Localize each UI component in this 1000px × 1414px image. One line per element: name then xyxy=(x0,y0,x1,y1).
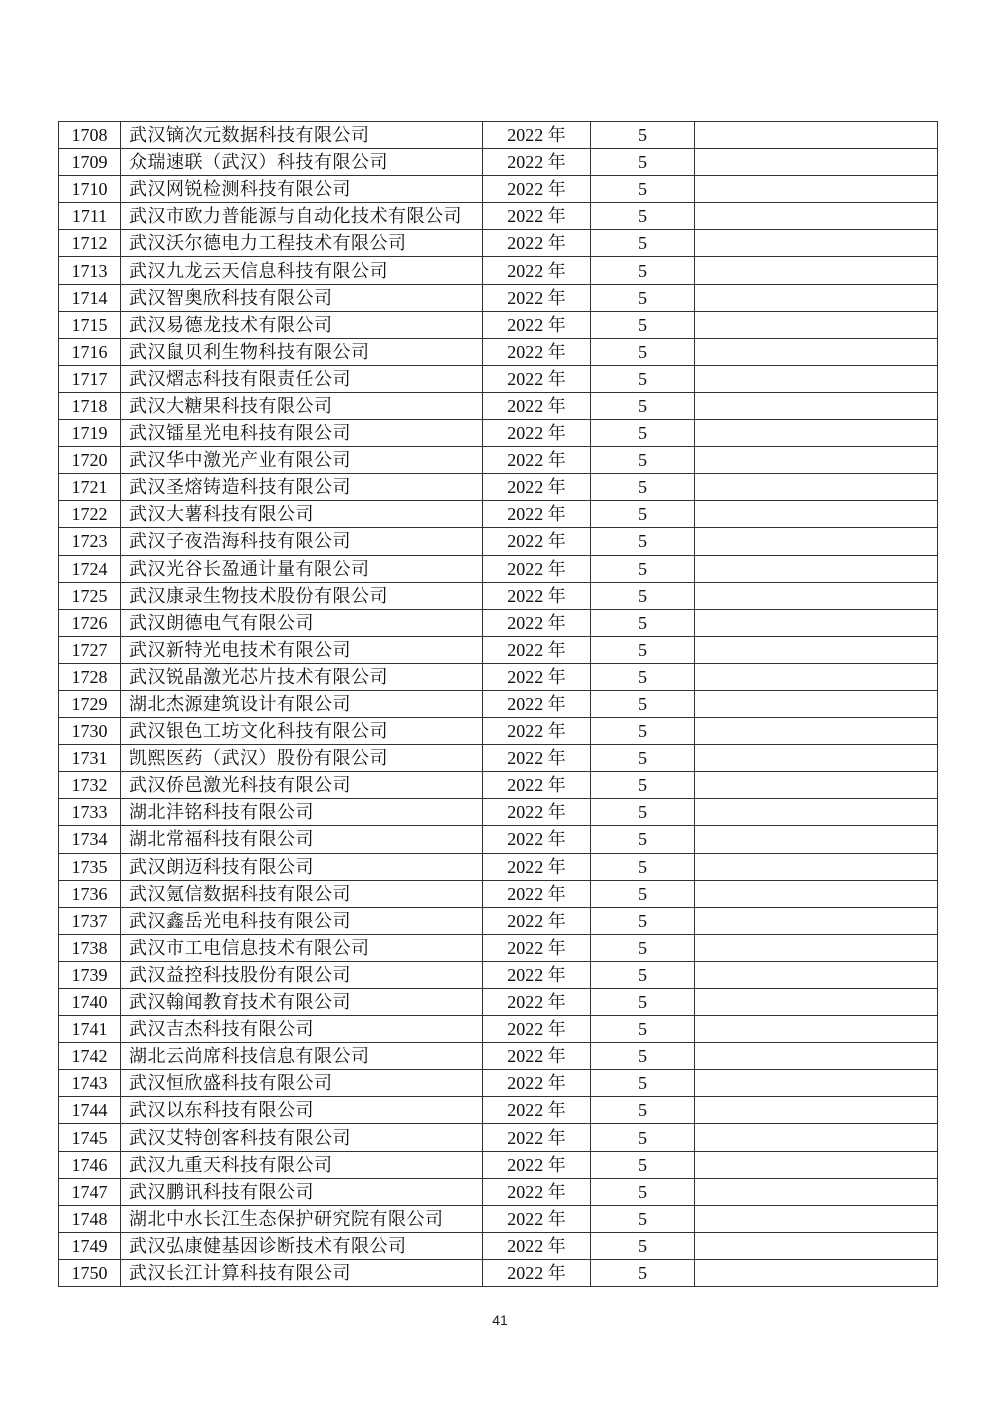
year-cell: 2022 年 xyxy=(483,582,591,609)
table-row xyxy=(59,203,938,230)
value-cell: 5 xyxy=(591,934,695,961)
value-cell: 5 xyxy=(591,1259,695,1286)
year-cell: 2022 年 xyxy=(483,203,591,230)
year-cell: 2022 年 xyxy=(483,609,591,636)
note-cell xyxy=(695,880,938,907)
row-number-cell: 1727 xyxy=(59,636,121,663)
table-row xyxy=(59,1070,938,1097)
note-cell xyxy=(695,853,938,880)
table-row xyxy=(59,745,938,772)
value-cell: 5 xyxy=(591,636,695,663)
value-cell: 5 xyxy=(591,1097,695,1124)
table-row xyxy=(59,1232,938,1259)
company-name-cell: 武汉锐晶激光芯片技术有限公司 xyxy=(121,663,483,690)
company-name-cell: 武汉艾特创客科技有限公司 xyxy=(121,1124,483,1151)
year-cell: 2022 年 xyxy=(483,1151,591,1178)
year-cell: 2022 年 xyxy=(483,1043,591,1070)
year-cell: 2022 年 xyxy=(483,474,591,501)
table-row xyxy=(59,880,938,907)
company-name-cell: 武汉鹏讯科技有限公司 xyxy=(121,1178,483,1205)
year-cell: 2022 年 xyxy=(483,1097,591,1124)
note-cell xyxy=(695,501,938,528)
company-name-cell: 武汉弘康健基因诊断技术有限公司 xyxy=(121,1232,483,1259)
row-number-cell: 1721 xyxy=(59,474,121,501)
note-cell xyxy=(695,1232,938,1259)
company-name-cell: 武汉康录生物技术股份有限公司 xyxy=(121,582,483,609)
note-cell xyxy=(695,663,938,690)
row-number-cell: 1742 xyxy=(59,1043,121,1070)
row-number-cell: 1728 xyxy=(59,663,121,690)
row-number-cell: 1711 xyxy=(59,203,121,230)
value-cell: 5 xyxy=(591,447,695,474)
table-row xyxy=(59,1205,938,1232)
note-cell xyxy=(695,826,938,853)
note-cell xyxy=(695,718,938,745)
value-cell: 5 xyxy=(591,1232,695,1259)
value-cell: 5 xyxy=(591,1151,695,1178)
value-cell: 5 xyxy=(591,284,695,311)
value-cell: 5 xyxy=(591,122,695,149)
company-list-table xyxy=(58,121,938,1287)
table-row xyxy=(59,122,938,149)
table-row xyxy=(59,392,938,419)
table-row xyxy=(59,1097,938,1124)
company-name-cell: 武汉恒欣盛科技有限公司 xyxy=(121,1070,483,1097)
company-name-cell: 武汉新特光电技术有限公司 xyxy=(121,636,483,663)
table-body xyxy=(59,122,938,1287)
note-cell xyxy=(695,961,938,988)
year-cell: 2022 年 xyxy=(483,149,591,176)
table-row xyxy=(59,1151,938,1178)
table-row xyxy=(59,718,938,745)
row-number-cell: 1747 xyxy=(59,1178,121,1205)
table-row xyxy=(59,1016,938,1043)
note-cell xyxy=(695,230,938,257)
company-name-cell: 武汉大糖果科技有限公司 xyxy=(121,392,483,419)
row-number-cell: 1722 xyxy=(59,501,121,528)
year-cell: 2022 年 xyxy=(483,745,591,772)
table-row xyxy=(59,338,938,365)
table-row xyxy=(59,257,938,284)
value-cell: 5 xyxy=(591,745,695,772)
row-number-cell: 1749 xyxy=(59,1232,121,1259)
note-cell xyxy=(695,420,938,447)
year-cell: 2022 年 xyxy=(483,420,591,447)
note-cell xyxy=(695,392,938,419)
table-row xyxy=(59,690,938,717)
table-row xyxy=(59,582,938,609)
note-cell xyxy=(695,311,938,338)
year-cell: 2022 年 xyxy=(483,501,591,528)
value-cell: 5 xyxy=(591,257,695,284)
row-number-cell: 1724 xyxy=(59,555,121,582)
value-cell: 5 xyxy=(591,555,695,582)
year-cell: 2022 年 xyxy=(483,1259,591,1286)
row-number-cell: 1733 xyxy=(59,799,121,826)
row-number-cell: 1741 xyxy=(59,1016,121,1043)
table-row xyxy=(59,176,938,203)
company-name-cell: 武汉市欧力普能源与自动化技术有限公司 xyxy=(121,203,483,230)
company-name-cell: 湖北沣铭科技有限公司 xyxy=(121,799,483,826)
company-name-cell: 武汉侨邑激光科技有限公司 xyxy=(121,772,483,799)
page-number: 41 xyxy=(492,1312,508,1328)
company-name-cell: 武汉长江计算科技有限公司 xyxy=(121,1259,483,1286)
note-cell xyxy=(695,1259,938,1286)
note-cell xyxy=(695,609,938,636)
note-cell xyxy=(695,907,938,934)
year-cell: 2022 年 xyxy=(483,555,591,582)
note-cell xyxy=(695,1043,938,1070)
table-row xyxy=(59,555,938,582)
year-cell: 2022 年 xyxy=(483,934,591,961)
value-cell: 5 xyxy=(591,826,695,853)
year-cell: 2022 年 xyxy=(483,826,591,853)
row-number-cell: 1738 xyxy=(59,934,121,961)
note-cell xyxy=(695,934,938,961)
note-cell xyxy=(695,176,938,203)
table-row xyxy=(59,934,938,961)
row-number-cell: 1731 xyxy=(59,745,121,772)
company-name-cell: 武汉朗德电气有限公司 xyxy=(121,609,483,636)
row-number-cell: 1748 xyxy=(59,1205,121,1232)
company-name-cell: 武汉华中激光产业有限公司 xyxy=(121,447,483,474)
value-cell: 5 xyxy=(591,582,695,609)
table-row xyxy=(59,636,938,663)
table-row xyxy=(59,230,938,257)
table-row xyxy=(59,149,938,176)
row-number-cell: 1708 xyxy=(59,122,121,149)
company-name-cell: 湖北云尚席科技信息有限公司 xyxy=(121,1043,483,1070)
company-name-cell: 武汉市工电信息技术有限公司 xyxy=(121,934,483,961)
company-name-cell: 武汉熠志科技有限责任公司 xyxy=(121,365,483,392)
note-cell xyxy=(695,149,938,176)
table-row xyxy=(59,284,938,311)
value-cell: 5 xyxy=(591,365,695,392)
note-cell xyxy=(695,989,938,1016)
table-row xyxy=(59,1259,938,1286)
row-number-cell: 1737 xyxy=(59,907,121,934)
value-cell: 5 xyxy=(591,1043,695,1070)
table-row xyxy=(59,1124,938,1151)
row-number-cell: 1745 xyxy=(59,1124,121,1151)
row-number-cell: 1736 xyxy=(59,880,121,907)
company-name-cell: 武汉朗迈科技有限公司 xyxy=(121,853,483,880)
row-number-cell: 1740 xyxy=(59,989,121,1016)
value-cell: 5 xyxy=(591,501,695,528)
value-cell: 5 xyxy=(591,528,695,555)
year-cell: 2022 年 xyxy=(483,447,591,474)
note-cell xyxy=(695,203,938,230)
row-number-cell: 1735 xyxy=(59,853,121,880)
company-name-cell: 武汉以东科技有限公司 xyxy=(121,1097,483,1124)
year-cell: 2022 年 xyxy=(483,690,591,717)
value-cell: 5 xyxy=(591,1178,695,1205)
note-cell xyxy=(695,338,938,365)
year-cell: 2022 年 xyxy=(483,1124,591,1151)
table-row xyxy=(59,420,938,447)
company-name-cell: 武汉吉杰科技有限公司 xyxy=(121,1016,483,1043)
row-number-cell: 1729 xyxy=(59,690,121,717)
note-cell xyxy=(695,745,938,772)
company-name-cell: 武汉鑫岳光电科技有限公司 xyxy=(121,907,483,934)
row-number-cell: 1744 xyxy=(59,1097,121,1124)
year-cell: 2022 年 xyxy=(483,907,591,934)
company-name-cell: 武汉圣熔铸造科技有限公司 xyxy=(121,474,483,501)
value-cell: 5 xyxy=(591,1016,695,1043)
table-row xyxy=(59,826,938,853)
company-name-cell: 武汉益控科技股份有限公司 xyxy=(121,961,483,988)
year-cell: 2022 年 xyxy=(483,122,591,149)
company-name-cell: 武汉子夜浩海科技有限公司 xyxy=(121,528,483,555)
note-cell xyxy=(695,555,938,582)
value-cell: 5 xyxy=(591,338,695,365)
table-row xyxy=(59,1178,938,1205)
value-cell: 5 xyxy=(591,1124,695,1151)
year-cell: 2022 年 xyxy=(483,1016,591,1043)
note-cell xyxy=(695,690,938,717)
note-cell xyxy=(695,284,938,311)
company-name-cell: 武汉九龙云天信息科技有限公司 xyxy=(121,257,483,284)
row-number-cell: 1750 xyxy=(59,1259,121,1286)
row-number-cell: 1746 xyxy=(59,1151,121,1178)
value-cell: 5 xyxy=(591,880,695,907)
year-cell: 2022 年 xyxy=(483,961,591,988)
value-cell: 5 xyxy=(591,799,695,826)
table-row xyxy=(59,474,938,501)
note-cell xyxy=(695,1070,938,1097)
note-cell xyxy=(695,1124,938,1151)
row-number-cell: 1718 xyxy=(59,392,121,419)
row-number-cell: 1714 xyxy=(59,284,121,311)
company-name-cell: 武汉大薯科技有限公司 xyxy=(121,501,483,528)
table-row xyxy=(59,663,938,690)
note-cell xyxy=(695,528,938,555)
row-number-cell: 1723 xyxy=(59,528,121,555)
year-cell: 2022 年 xyxy=(483,663,591,690)
company-name-cell: 武汉沃尔德电力工程技术有限公司 xyxy=(121,230,483,257)
table-row xyxy=(59,447,938,474)
row-number-cell: 1709 xyxy=(59,149,121,176)
year-cell: 2022 年 xyxy=(483,284,591,311)
note-cell xyxy=(695,772,938,799)
note-cell xyxy=(695,582,938,609)
row-number-cell: 1730 xyxy=(59,718,121,745)
value-cell: 5 xyxy=(591,474,695,501)
year-cell: 2022 年 xyxy=(483,392,591,419)
note-cell xyxy=(695,257,938,284)
value-cell: 5 xyxy=(591,690,695,717)
year-cell: 2022 年 xyxy=(483,230,591,257)
value-cell: 5 xyxy=(591,176,695,203)
table-row xyxy=(59,853,938,880)
company-name-cell: 武汉智奥欣科技有限公司 xyxy=(121,284,483,311)
year-cell: 2022 年 xyxy=(483,257,591,284)
company-name-cell: 湖北杰源建筑设计有限公司 xyxy=(121,690,483,717)
year-cell: 2022 年 xyxy=(483,365,591,392)
value-cell: 5 xyxy=(591,718,695,745)
table-row xyxy=(59,961,938,988)
company-name-cell: 凯熙医药（武汉）股份有限公司 xyxy=(121,745,483,772)
value-cell: 5 xyxy=(591,907,695,934)
note-cell xyxy=(695,1016,938,1043)
year-cell: 2022 年 xyxy=(483,853,591,880)
value-cell: 5 xyxy=(591,663,695,690)
company-name-cell: 武汉氪信数据科技有限公司 xyxy=(121,880,483,907)
note-cell xyxy=(695,122,938,149)
row-number-cell: 1734 xyxy=(59,826,121,853)
row-number-cell: 1719 xyxy=(59,420,121,447)
note-cell xyxy=(695,1178,938,1205)
company-name-cell: 武汉光谷长盈通计量有限公司 xyxy=(121,555,483,582)
company-name-cell: 武汉翰闻教育技术有限公司 xyxy=(121,989,483,1016)
year-cell: 2022 年 xyxy=(483,989,591,1016)
year-cell: 2022 年 xyxy=(483,636,591,663)
year-cell: 2022 年 xyxy=(483,799,591,826)
year-cell: 2022 年 xyxy=(483,528,591,555)
table-row xyxy=(59,907,938,934)
value-cell: 5 xyxy=(591,1205,695,1232)
row-number-cell: 1726 xyxy=(59,609,121,636)
value-cell: 5 xyxy=(591,149,695,176)
table-row xyxy=(59,799,938,826)
year-cell: 2022 年 xyxy=(483,176,591,203)
company-name-cell: 众瑞速联（武汉）科技有限公司 xyxy=(121,149,483,176)
value-cell: 5 xyxy=(591,989,695,1016)
company-name-cell: 湖北常福科技有限公司 xyxy=(121,826,483,853)
row-number-cell: 1715 xyxy=(59,311,121,338)
row-number-cell: 1725 xyxy=(59,582,121,609)
year-cell: 2022 年 xyxy=(483,311,591,338)
company-name-cell: 武汉九重天科技有限公司 xyxy=(121,1151,483,1178)
year-cell: 2022 年 xyxy=(483,718,591,745)
company-name-cell: 武汉银色工坊文化科技有限公司 xyxy=(121,718,483,745)
company-name-cell: 武汉网锐检测科技有限公司 xyxy=(121,176,483,203)
note-cell xyxy=(695,474,938,501)
row-number-cell: 1717 xyxy=(59,365,121,392)
value-cell: 5 xyxy=(591,772,695,799)
company-name-cell: 武汉鼠贝利生物科技有限公司 xyxy=(121,338,483,365)
year-cell: 2022 年 xyxy=(483,338,591,365)
table-row xyxy=(59,528,938,555)
note-cell xyxy=(695,799,938,826)
table-row xyxy=(59,989,938,1016)
row-number-cell: 1732 xyxy=(59,772,121,799)
company-name-cell: 武汉镝次元数据科技有限公司 xyxy=(121,122,483,149)
company-name-cell: 湖北中水长江生态保护研究院有限公司 xyxy=(121,1205,483,1232)
year-cell: 2022 年 xyxy=(483,1178,591,1205)
row-number-cell: 1720 xyxy=(59,447,121,474)
table-row xyxy=(59,772,938,799)
year-cell: 2022 年 xyxy=(483,772,591,799)
row-number-cell: 1739 xyxy=(59,961,121,988)
table-row xyxy=(59,365,938,392)
note-cell xyxy=(695,447,938,474)
note-cell xyxy=(695,636,938,663)
value-cell: 5 xyxy=(591,203,695,230)
table-row xyxy=(59,1043,938,1070)
value-cell: 5 xyxy=(591,392,695,419)
year-cell: 2022 年 xyxy=(483,880,591,907)
value-cell: 5 xyxy=(591,853,695,880)
company-name-cell: 武汉镭星光电科技有限公司 xyxy=(121,420,483,447)
year-cell: 2022 年 xyxy=(483,1070,591,1097)
year-cell: 2022 年 xyxy=(483,1205,591,1232)
row-number-cell: 1713 xyxy=(59,257,121,284)
year-cell: 2022 年 xyxy=(483,1232,591,1259)
value-cell: 5 xyxy=(591,609,695,636)
value-cell: 5 xyxy=(591,1070,695,1097)
row-number-cell: 1716 xyxy=(59,338,121,365)
row-number-cell: 1710 xyxy=(59,176,121,203)
table-row xyxy=(59,609,938,636)
table-row xyxy=(59,501,938,528)
note-cell xyxy=(695,1151,938,1178)
note-cell xyxy=(695,1205,938,1232)
note-cell xyxy=(695,1097,938,1124)
row-number-cell: 1743 xyxy=(59,1070,121,1097)
value-cell: 5 xyxy=(591,961,695,988)
note-cell xyxy=(695,365,938,392)
row-number-cell: 1712 xyxy=(59,230,121,257)
value-cell: 5 xyxy=(591,311,695,338)
value-cell: 5 xyxy=(591,230,695,257)
company-name-cell: 武汉易德龙技术有限公司 xyxy=(121,311,483,338)
table-row xyxy=(59,311,938,338)
value-cell: 5 xyxy=(591,420,695,447)
